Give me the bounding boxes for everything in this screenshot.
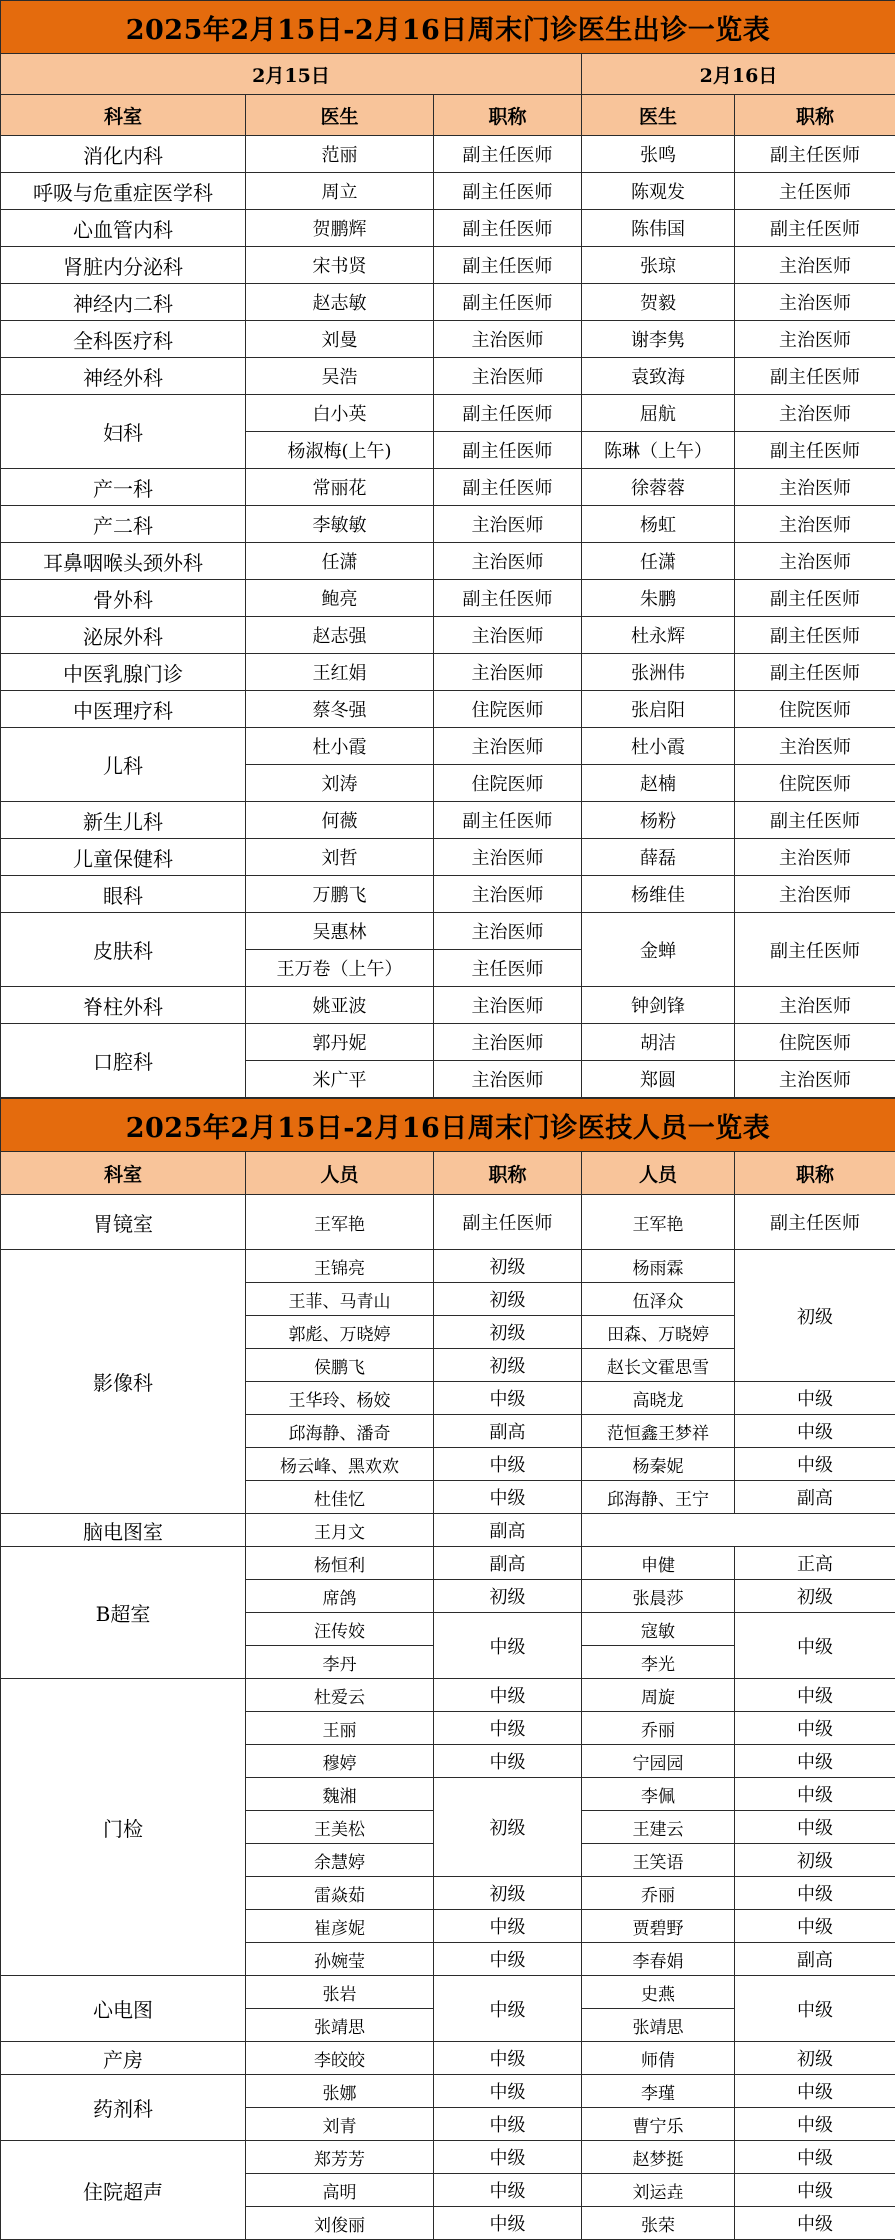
table-row bbox=[1, 1195, 895, 1250]
level-cell: 中级 bbox=[735, 2108, 895, 2141]
staff-cell: 王笑语 bbox=[582, 1844, 735, 1877]
level-cell: 正高 bbox=[735, 1547, 895, 1580]
level-cell: 初级 bbox=[434, 1349, 582, 1382]
title-cell: 主治医师 bbox=[735, 987, 895, 1024]
doctor-cell: 金蝉 bbox=[582, 913, 735, 987]
level-cell: 初级 bbox=[434, 1316, 582, 1349]
doctor-cell: 薛磊 bbox=[582, 839, 735, 876]
staff-cell: 赵梦挺 bbox=[582, 2141, 735, 2174]
department-cell: 神经外科 bbox=[1, 358, 246, 395]
staff-cell: 王丽 bbox=[246, 1712, 434, 1745]
doctor-cell: 刘哲 bbox=[246, 839, 434, 876]
title-cell: 主治医师 bbox=[434, 728, 582, 765]
staff-cell: 乔丽 bbox=[582, 1712, 735, 1745]
staff-cell: 孙婉莹 bbox=[246, 1943, 434, 1976]
department-cell: 肾脏内分泌科 bbox=[1, 247, 246, 284]
department-cell: 产一科 bbox=[1, 469, 246, 506]
table-row bbox=[1, 1250, 895, 1283]
level-cell: 中级 bbox=[735, 2207, 895, 2240]
title-cell: 主治医师 bbox=[735, 247, 895, 284]
doctor-cell: 范丽 bbox=[246, 136, 434, 173]
title-cell: 副主任医师 bbox=[434, 469, 582, 506]
level-cell: 中级 bbox=[434, 1712, 582, 1745]
doctor-cell: 李敏敏 bbox=[246, 506, 434, 543]
title-cell: 主治医师 bbox=[434, 358, 582, 395]
title-cell: 主治医师 bbox=[434, 1024, 582, 1061]
title-cell: 主治医师 bbox=[434, 913, 582, 950]
table-row bbox=[1, 136, 895, 173]
level-cell: 中级 bbox=[434, 2042, 582, 2075]
level-cell: 初级 bbox=[735, 1844, 895, 1877]
doctor-cell: 张鸣 bbox=[582, 136, 735, 173]
staff-cell: 王月文 bbox=[246, 1514, 434, 1547]
doctor-cell: 周立 bbox=[246, 173, 434, 210]
staff-cell: 穆婷 bbox=[246, 1745, 434, 1778]
doctor-cell: 张琼 bbox=[582, 247, 735, 284]
table-row bbox=[1, 173, 895, 210]
title-cell: 主治医师 bbox=[735, 469, 895, 506]
title-cell: 主治医师 bbox=[735, 728, 895, 765]
staff-cell: 贾碧野 bbox=[582, 1910, 735, 1943]
title-cell: 副主任医师 bbox=[434, 580, 582, 617]
title-cell: 主治医师 bbox=[735, 839, 895, 876]
level-cell: 中级 bbox=[735, 1976, 895, 2042]
level-cell: 中级 bbox=[735, 1745, 895, 1778]
doctor-cell: 郭丹妮 bbox=[246, 1024, 434, 1061]
title-cell: 主治医师 bbox=[434, 543, 582, 580]
staff-cell: 范恒鑫王梦祥 bbox=[582, 1415, 735, 1448]
doctor-cell: 杜小霞 bbox=[246, 728, 434, 765]
doctor-cell: 贺毅 bbox=[582, 284, 735, 321]
title-cell: 副主任医师 bbox=[735, 358, 895, 395]
table-row bbox=[1, 580, 895, 617]
staff-cell bbox=[582, 1514, 895, 1547]
table-row bbox=[1, 839, 895, 876]
staff-cell: 刘俊丽 bbox=[246, 2207, 434, 2240]
level-cell: 中级 bbox=[735, 1811, 895, 1844]
table-row bbox=[1, 2042, 895, 2075]
level-cell: 中级 bbox=[434, 1943, 582, 1976]
table-row bbox=[1, 876, 895, 913]
staff-cell: 刘青 bbox=[246, 2108, 434, 2141]
department-cell: 脑电图室 bbox=[1, 1514, 246, 1547]
doctor-cell: 王万卷（上午） bbox=[246, 950, 434, 987]
title-cell: 主治医师 bbox=[434, 839, 582, 876]
staff-cell: 李佩 bbox=[582, 1778, 735, 1811]
staff-cell: 田森、万晓婷 bbox=[582, 1316, 735, 1349]
title-cell: 副主任医师 bbox=[434, 395, 582, 432]
table-row bbox=[1, 543, 895, 580]
title-cell: 主治医师 bbox=[735, 543, 895, 580]
column-header-level: 职称 bbox=[434, 1152, 582, 1195]
department-cell: 神经内二科 bbox=[1, 284, 246, 321]
doctor-cell: 赵楠 bbox=[582, 765, 735, 802]
table-row bbox=[1, 1024, 895, 1061]
title-cell: 主治医师 bbox=[434, 987, 582, 1024]
staff-cell: 曹宁乐 bbox=[582, 2108, 735, 2141]
title-cell: 副主任医师 bbox=[735, 432, 895, 469]
level-cell: 中级 bbox=[434, 2207, 582, 2240]
staff-cell: 伍泽众 bbox=[582, 1283, 735, 1316]
staff-cell: 高晓龙 bbox=[582, 1382, 735, 1415]
doctor-schedule-title: 2025年2月15日-2月16日周末门诊医生出诊一览表 bbox=[1, 1, 895, 54]
doctor-cell: 蔡冬强 bbox=[246, 691, 434, 728]
title-cell: 副主任医师 bbox=[434, 432, 582, 469]
staff-cell: 雷焱茹 bbox=[246, 1877, 434, 1910]
staff-cell: 申健 bbox=[582, 1547, 735, 1580]
table-row bbox=[1, 284, 895, 321]
level-cell: 中级 bbox=[434, 2174, 582, 2207]
title-cell: 主治医师 bbox=[434, 654, 582, 691]
title-cell: 副主任医师 bbox=[735, 802, 895, 839]
level-cell: 中级 bbox=[735, 2141, 895, 2174]
column-header-title: 职称 bbox=[434, 95, 582, 136]
staff-cell: 杜佳忆 bbox=[246, 1481, 434, 1514]
staff-cell: 崔彦妮 bbox=[246, 1910, 434, 1943]
staff-cell: 李丹 bbox=[246, 1646, 434, 1679]
department-cell: 妇科 bbox=[1, 395, 246, 469]
level-cell: 副主任医师 bbox=[434, 1195, 582, 1250]
doctor-schedule-table bbox=[0, 0, 895, 1098]
title-cell: 副主任医师 bbox=[735, 136, 895, 173]
staff-cell: 杨云峰、黑欢欢 bbox=[246, 1448, 434, 1481]
level-cell: 初级 bbox=[735, 1250, 895, 1382]
doctor-cell: 杜小霞 bbox=[582, 728, 735, 765]
department-cell: 心电图 bbox=[1, 1976, 246, 2042]
doctor-cell: 郑圆 bbox=[582, 1061, 735, 1098]
column-header-title: 职称 bbox=[735, 95, 895, 136]
doctor-cell: 张启阳 bbox=[582, 691, 735, 728]
title-cell: 主治医师 bbox=[434, 617, 582, 654]
level-cell: 中级 bbox=[434, 1448, 582, 1481]
department-cell: 门检 bbox=[1, 1679, 246, 1976]
table-row bbox=[1, 247, 895, 284]
staff-cell: 王菲、马青山 bbox=[246, 1283, 434, 1316]
staff-cell: 寇敏 bbox=[582, 1613, 735, 1646]
staff-cell: 张靖思 bbox=[246, 2009, 434, 2042]
title-cell: 住院医师 bbox=[735, 1024, 895, 1061]
department-cell: 口腔科 bbox=[1, 1024, 246, 1098]
doctor-cell: 陈伟国 bbox=[582, 210, 735, 247]
title-cell: 副主任医师 bbox=[735, 654, 895, 691]
column-header-dept: 科室 bbox=[1, 95, 246, 136]
title-cell: 主治医师 bbox=[434, 1061, 582, 1098]
staff-cell: 李春娟 bbox=[582, 1943, 735, 1976]
date-feb15-header: 2月15日 bbox=[1, 54, 582, 95]
table-row bbox=[1, 1514, 895, 1547]
doctor-cell: 杨虹 bbox=[582, 506, 735, 543]
table-row bbox=[1, 802, 895, 839]
department-cell: 眼科 bbox=[1, 876, 246, 913]
department-cell: 骨外科 bbox=[1, 580, 246, 617]
doctor-cell: 杨淑梅(上午) bbox=[246, 432, 434, 469]
staff-cell: 宁园园 bbox=[582, 1745, 735, 1778]
title-cell: 住院医师 bbox=[735, 691, 895, 728]
staff-cell: 李皎皎 bbox=[246, 2042, 434, 2075]
doctor-cell: 杨维佳 bbox=[582, 876, 735, 913]
doctor-cell: 米广平 bbox=[246, 1061, 434, 1098]
level-cell: 中级 bbox=[735, 2075, 895, 2108]
staff-cell: 王锦亮 bbox=[246, 1250, 434, 1283]
doctor-cell: 吴浩 bbox=[246, 358, 434, 395]
title-cell: 副主任医师 bbox=[434, 173, 582, 210]
title-cell: 住院医师 bbox=[735, 765, 895, 802]
staff-cell: 李光 bbox=[582, 1646, 735, 1679]
level-cell: 中级 bbox=[735, 1415, 895, 1448]
title-cell: 副主任医师 bbox=[434, 802, 582, 839]
staff-cell: 杜爱云 bbox=[246, 1679, 434, 1712]
column-header-dept: 科室 bbox=[1, 1152, 246, 1195]
level-cell: 中级 bbox=[735, 1613, 895, 1679]
title-cell: 住院医师 bbox=[434, 691, 582, 728]
staff-cell: 席鸽 bbox=[246, 1580, 434, 1613]
level-cell: 副高 bbox=[735, 1481, 895, 1514]
staff-cell: 王美松 bbox=[246, 1811, 434, 1844]
staff-cell: 王华玲、杨姣 bbox=[246, 1382, 434, 1415]
level-cell: 中级 bbox=[735, 1679, 895, 1712]
title-cell: 主任医师 bbox=[735, 173, 895, 210]
title-cell: 住院医师 bbox=[434, 765, 582, 802]
doctor-cell: 钟剑锋 bbox=[582, 987, 735, 1024]
department-cell: 耳鼻咽喉头颈外科 bbox=[1, 543, 246, 580]
table-row bbox=[1, 321, 895, 358]
doctor-cell: 胡洁 bbox=[582, 1024, 735, 1061]
doctor-cell: 陈琳（上午） bbox=[582, 432, 735, 469]
title-cell: 副主任医师 bbox=[434, 136, 582, 173]
table-row bbox=[1, 1976, 895, 2009]
doctor-cell: 张洲伟 bbox=[582, 654, 735, 691]
doctor-cell: 鲍亮 bbox=[246, 580, 434, 617]
staff-cell: 史燕 bbox=[582, 1976, 735, 2009]
doctor-cell: 杜永辉 bbox=[582, 617, 735, 654]
doctor-cell: 何薇 bbox=[246, 802, 434, 839]
department-cell: 影像科 bbox=[1, 1250, 246, 1514]
column-header-staff: 人员 bbox=[582, 1152, 735, 1195]
level-cell: 初级 bbox=[434, 1877, 582, 1910]
title-cell: 主治医师 bbox=[434, 876, 582, 913]
level-cell: 中级 bbox=[434, 2075, 582, 2108]
level-cell: 中级 bbox=[735, 1910, 895, 1943]
title-cell: 副主任医师 bbox=[735, 617, 895, 654]
title-cell: 副主任医师 bbox=[735, 913, 895, 987]
technician-schedule-table bbox=[0, 1098, 895, 2240]
staff-cell: 张晨莎 bbox=[582, 1580, 735, 1613]
staff-cell: 余慧婷 bbox=[246, 1844, 434, 1877]
level-cell: 副高 bbox=[735, 1943, 895, 1976]
level-cell: 初级 bbox=[434, 1250, 582, 1283]
staff-cell: 师倩 bbox=[582, 2042, 735, 2075]
level-cell: 初级 bbox=[735, 1580, 895, 1613]
department-cell: 胃镜室 bbox=[1, 1195, 246, 1250]
table-row bbox=[1, 728, 895, 765]
department-cell: B超室 bbox=[1, 1547, 246, 1679]
title-cell: 主治医师 bbox=[434, 506, 582, 543]
title-cell: 副主任医师 bbox=[434, 284, 582, 321]
title-cell: 副主任医师 bbox=[735, 210, 895, 247]
title-cell: 主治医师 bbox=[735, 1061, 895, 1098]
doctor-cell: 赵志强 bbox=[246, 617, 434, 654]
level-cell: 中级 bbox=[735, 1448, 895, 1481]
staff-cell: 魏湘 bbox=[246, 1778, 434, 1811]
doctor-cell: 姚亚波 bbox=[246, 987, 434, 1024]
column-header-level: 职称 bbox=[735, 1152, 895, 1195]
department-cell: 药剂科 bbox=[1, 2075, 246, 2141]
table-row bbox=[1, 506, 895, 543]
level-cell: 副主任医师 bbox=[735, 1195, 895, 1250]
level-cell: 副高 bbox=[434, 1415, 582, 1448]
doctor-cell: 杨粉 bbox=[582, 802, 735, 839]
staff-cell: 刘运垚 bbox=[582, 2174, 735, 2207]
level-cell: 副高 bbox=[434, 1547, 582, 1580]
level-cell: 中级 bbox=[735, 2174, 895, 2207]
doctor-cell: 白小英 bbox=[246, 395, 434, 432]
title-cell: 主治医师 bbox=[735, 284, 895, 321]
department-cell: 新生儿科 bbox=[1, 802, 246, 839]
column-header-doctor: 医生 bbox=[246, 95, 434, 136]
doctor-cell: 朱鹏 bbox=[582, 580, 735, 617]
level-cell: 中级 bbox=[434, 1745, 582, 1778]
column-header-staff: 人员 bbox=[246, 1152, 434, 1195]
table-row bbox=[1, 654, 895, 691]
level-cell: 中级 bbox=[434, 1382, 582, 1415]
level-cell: 副高 bbox=[434, 1514, 582, 1547]
staff-cell: 杨恒利 bbox=[246, 1547, 434, 1580]
level-cell: 初级 bbox=[434, 1580, 582, 1613]
doctor-cell: 谢李隽 bbox=[582, 321, 735, 358]
staff-cell: 王军艳 bbox=[582, 1195, 735, 1250]
department-cell: 产房 bbox=[1, 2042, 246, 2075]
department-cell: 消化内科 bbox=[1, 136, 246, 173]
doctor-cell: 徐蓉蓉 bbox=[582, 469, 735, 506]
staff-cell: 郑芳芳 bbox=[246, 2141, 434, 2174]
department-cell: 全科医疗科 bbox=[1, 321, 246, 358]
title-cell: 主治医师 bbox=[735, 876, 895, 913]
level-cell: 中级 bbox=[735, 1877, 895, 1910]
title-cell: 主治医师 bbox=[735, 321, 895, 358]
date-feb16-header: 2月16日 bbox=[582, 54, 895, 95]
table-row bbox=[1, 1679, 895, 1712]
staff-cell: 李瑾 bbox=[582, 2075, 735, 2108]
doctor-cell: 任潇 bbox=[246, 543, 434, 580]
level-cell: 初级 bbox=[434, 1778, 582, 1877]
doctor-cell: 王红娟 bbox=[246, 654, 434, 691]
staff-cell: 张娜 bbox=[246, 2075, 434, 2108]
department-cell: 中医理疗科 bbox=[1, 691, 246, 728]
department-cell: 儿童保健科 bbox=[1, 839, 246, 876]
staff-cell: 杨雨霖 bbox=[582, 1250, 735, 1283]
level-cell: 初级 bbox=[735, 2042, 895, 2075]
level-cell: 中级 bbox=[735, 1778, 895, 1811]
level-cell: 初级 bbox=[434, 1283, 582, 1316]
doctor-cell: 宋书贤 bbox=[246, 247, 434, 284]
doctor-cell: 赵志敏 bbox=[246, 284, 434, 321]
level-cell: 中级 bbox=[434, 1976, 582, 2042]
staff-cell: 高明 bbox=[246, 2174, 434, 2207]
level-cell: 中级 bbox=[434, 1481, 582, 1514]
doctor-cell: 袁致海 bbox=[582, 358, 735, 395]
staff-cell: 乔丽 bbox=[582, 1877, 735, 1910]
technician-schedule-title: 2025年2月15日-2月16日周末门诊医技人员一览表 bbox=[1, 1099, 895, 1152]
department-cell: 心血管内科 bbox=[1, 210, 246, 247]
title-cell: 主任医师 bbox=[434, 950, 582, 987]
doctor-cell: 刘曼 bbox=[246, 321, 434, 358]
table-row bbox=[1, 987, 895, 1024]
staff-cell: 王建云 bbox=[582, 1811, 735, 1844]
doctor-cell: 任潇 bbox=[582, 543, 735, 580]
staff-cell: 郭彪、万晓婷 bbox=[246, 1316, 434, 1349]
level-cell: 中级 bbox=[434, 1679, 582, 1712]
column-header-doctor: 医生 bbox=[582, 95, 735, 136]
staff-cell: 邱海静、潘奇 bbox=[246, 1415, 434, 1448]
table-row bbox=[1, 358, 895, 395]
title-cell: 主治医师 bbox=[735, 506, 895, 543]
title-cell: 主治医师 bbox=[735, 395, 895, 432]
table-row bbox=[1, 395, 895, 432]
table-row bbox=[1, 2075, 895, 2108]
staff-cell: 邱海静、王宁 bbox=[582, 1481, 735, 1514]
table-row bbox=[1, 1547, 895, 1580]
department-cell: 产二科 bbox=[1, 506, 246, 543]
staff-cell: 张靖思 bbox=[582, 2009, 735, 2042]
table-row bbox=[1, 469, 895, 506]
table-row bbox=[1, 2141, 895, 2174]
level-cell: 中级 bbox=[434, 1910, 582, 1943]
level-cell: 中级 bbox=[434, 1613, 582, 1679]
level-cell: 中级 bbox=[735, 1712, 895, 1745]
staff-cell: 张荣 bbox=[582, 2207, 735, 2240]
title-cell: 主治医师 bbox=[434, 321, 582, 358]
table-row bbox=[1, 691, 895, 728]
department-cell: 泌尿外科 bbox=[1, 617, 246, 654]
level-cell: 中级 bbox=[735, 1382, 895, 1415]
department-cell: 儿科 bbox=[1, 728, 246, 802]
level-cell: 中级 bbox=[434, 2108, 582, 2141]
department-cell: 脊柱外科 bbox=[1, 987, 246, 1024]
doctor-cell: 屈航 bbox=[582, 395, 735, 432]
table-row bbox=[1, 617, 895, 654]
table-row bbox=[1, 210, 895, 247]
staff-cell: 王军艳 bbox=[246, 1195, 434, 1250]
department-cell: 住院超声 bbox=[1, 2141, 246, 2240]
title-cell: 副主任医师 bbox=[434, 210, 582, 247]
doctor-cell: 万鹏飞 bbox=[246, 876, 434, 913]
doctor-cell: 刘涛 bbox=[246, 765, 434, 802]
department-cell: 呼吸与危重症医学科 bbox=[1, 173, 246, 210]
doctor-cell: 贺鹏辉 bbox=[246, 210, 434, 247]
doctor-cell: 陈观发 bbox=[582, 173, 735, 210]
staff-cell: 周旋 bbox=[582, 1679, 735, 1712]
staff-cell: 侯鹏飞 bbox=[246, 1349, 434, 1382]
table-row bbox=[1, 913, 895, 950]
staff-cell: 杨秦妮 bbox=[582, 1448, 735, 1481]
doctor-cell: 常丽花 bbox=[246, 469, 434, 506]
staff-cell: 汪传姣 bbox=[246, 1613, 434, 1646]
staff-cell: 赵长文霍思雪 bbox=[582, 1349, 735, 1382]
level-cell: 中级 bbox=[434, 2141, 582, 2174]
title-cell: 副主任医师 bbox=[434, 247, 582, 284]
title-cell: 副主任医师 bbox=[735, 580, 895, 617]
doctor-cell: 吴惠林 bbox=[246, 913, 434, 950]
department-cell: 皮肤科 bbox=[1, 913, 246, 987]
department-cell: 中医乳腺门诊 bbox=[1, 654, 246, 691]
staff-cell: 张岩 bbox=[246, 1976, 434, 2009]
